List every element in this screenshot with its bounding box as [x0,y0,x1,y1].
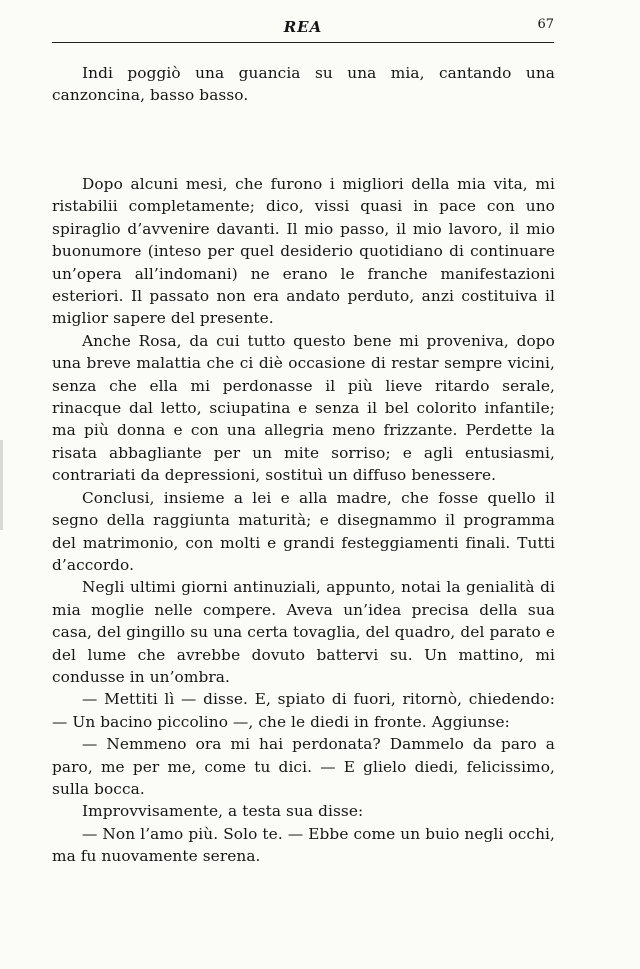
paragraph: Anche Rosa, da cui tutto questo bene mi proveniva, dopo una breve malattia che ci diè occasione di restar sempre vicini, senza che ella mi perdonasse il più lieve ritardo serale, rinacque dal letto, sciupatina e senza il bel colorito infantile; ma più donna e con una allegria meno frizzante. Perdette la risata abbagliante per un mite sorriso; e agli entusiasmi, contrariati da depressioni, sostituì un diffuso benessere. [52,331,555,485]
text-block-before-break [52,62,555,107]
page-number: 67 [537,17,554,32]
paragraph: — Nemmeno ora mi hai perdonata? Dammelo da paro a paro, me per me, come tu dici. — E glielo diedi, felicissimo, sulla bocca. [52,735,555,798]
paragraph: Improvvisamente, a testa sua disse: [82,802,364,821]
paragraph: Dopo alcuni mesi, che furono i migliori della mia vita, mi ristabilii completamente; dico, vissi quasi in pace con uno spiraglio d’avvenire davanti. Il mio passo, il mio lavoro, il mio buonumore (inteso per quel desiderio quotidiano di continuare un’opera all’indomani) ne erano le franche manifestazioni esteriori. Il passato non era andato perduto, anzi costituiva il miglior sapere del presente. [52,175,555,328]
running-title: REA [283,18,323,36]
paragraph: — Non l’amo più. Solo te. — Ebbe come un buio negli occhi, ma fu nuovamente serena. [52,824,555,866]
paragraph: Indi poggiò una guancia su una mia, cantando una canzoncina, basso basso. [52,64,555,105]
paragraph: — Mettiti lì — disse. E, spiato di fuori, ritornò, chiedendo: — Un bacino piccolino —, che le diedi in fronte. Aggiunse: [52,690,555,731]
paragraph: Conclusi, insieme a lei e alla madre, che fosse quello il segno della raggiunta maturità; e disegnammo il programma del matrimonio, con molti e grandi festeggiamenti finali. Tutti d’accordo. [52,488,555,574]
paragraph: Negli ultimi giorni antinuziali, appunto, notai la genialità di mia moglie nelle compere. Aveva un’idea precisa della sua casa, del gingillo su una certa tovaglia, del quadro, del parato e del lume che avrebbe dovuto battervi su. Un mattino, mi condusse in un’ombra. [52,578,555,686]
page-header [52,14,554,38]
scan-edge-shadow [0,440,3,530]
header-rule [52,42,554,43]
text-block-main [52,173,555,868]
